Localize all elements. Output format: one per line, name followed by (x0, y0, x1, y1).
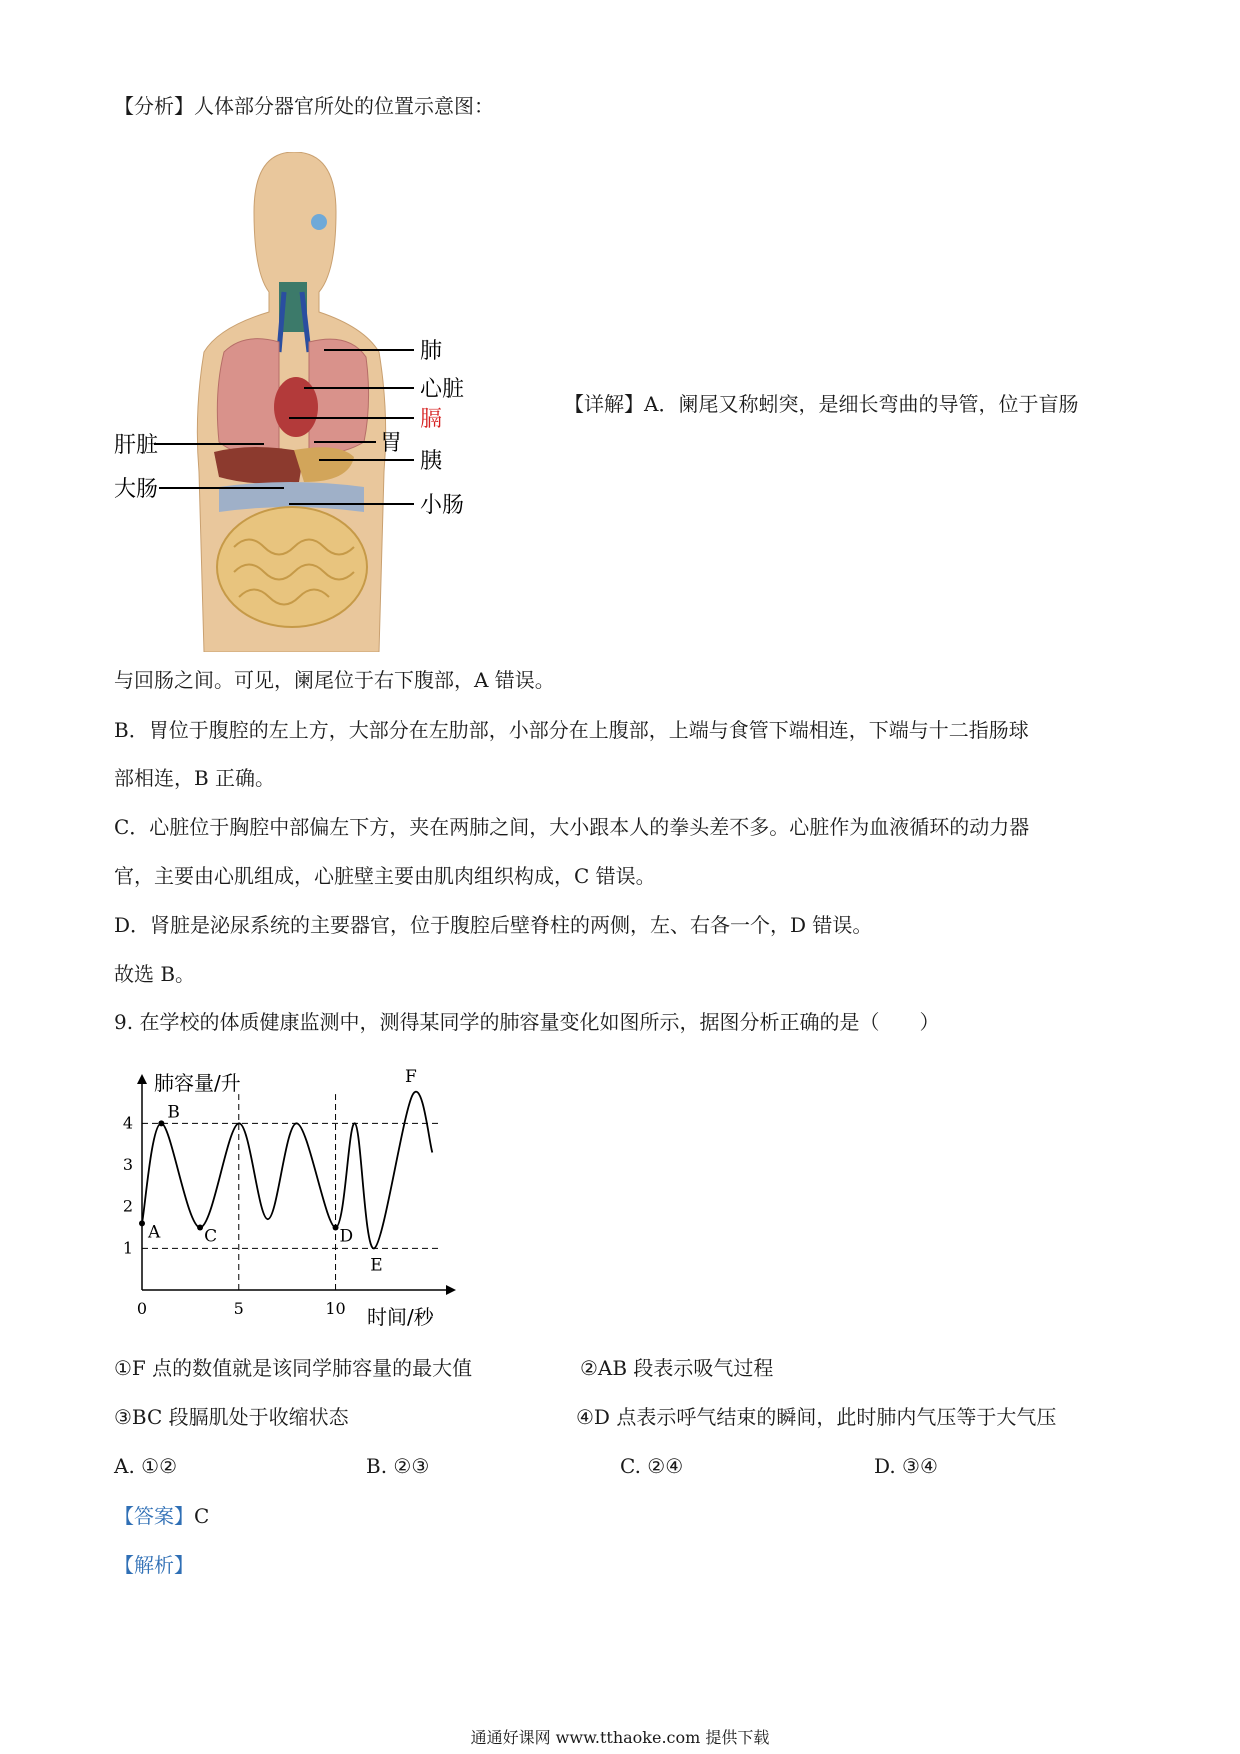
statement-4: ④D 点表示呼气结束的瞬间，此时肺内气压等于大气压 (576, 1405, 1057, 1429)
point-c (197, 1225, 203, 1231)
statement-2: ②AB 段表示吸气过程 (580, 1356, 774, 1380)
lung-volume-curve (142, 1092, 432, 1249)
heart (274, 377, 318, 437)
footer-watermark: 通通好课网 www.tthaoke.com 提供下载 (470, 1728, 770, 1747)
point-label-b: B (167, 1102, 180, 1123)
lung-volume-chart (118, 1068, 458, 1338)
detail-d: D．肾脏是泌尿系统的主要器官，位于腹腔后壁脊柱的两侧，左、右各一个，D 错误。 (114, 913, 873, 937)
point-label-c: C (204, 1226, 218, 1247)
x-axis-arrow (446, 1285, 456, 1295)
label-heart: 心脏 (420, 377, 465, 402)
y-tick-label: 2 (122, 1196, 134, 1216)
label-liver: 肝脏 (114, 433, 159, 458)
answer-tag: 【答案】 (114, 1504, 194, 1528)
detail-a-cont: 与回肠之间。可见，阑尾位于右下腹部，A 错误。 (114, 668, 555, 692)
option-b: B. ②③ (366, 1454, 430, 1478)
detail-c2: 官，主要由心肌组成，心脏壁主要由肌肉组织构成，C 错误。 (114, 864, 656, 888)
label-diaphragm: 膈 (420, 407, 443, 432)
option-a: A. ①② (114, 1454, 178, 1478)
question-stem: 9. 在学校的体质健康监测中，测得某同学的肺容量变化如图所示，据图分析正确的是（ ） (114, 1010, 940, 1034)
label-pancreas: 胰 (420, 449, 443, 474)
label-small-intestine: 小肠 (420, 493, 465, 518)
liver (214, 447, 304, 484)
analysis-tag: 【解析】 (114, 1553, 194, 1577)
detail-c1: C．心脏位于胸腔中部偏左下方，夹在两肺之间，大小跟本人的拳头差不多。心脏作为血液循环的动力器 (114, 815, 1030, 839)
answer-value: C (194, 1504, 210, 1528)
label-stomach: 胃 (380, 431, 403, 456)
point-a (139, 1220, 145, 1226)
answer-line (114, 1502, 209, 1530)
y-tick-label: 4 (122, 1113, 134, 1133)
x-tick-label: 0 (136, 1299, 148, 1318)
option-d: D. ③④ (874, 1454, 938, 1478)
x-axis-label: 时间/秒 (367, 1305, 434, 1329)
point-b (158, 1120, 164, 1126)
analysis-heading: 【分析】人体部分器官所处的位置示意图： (114, 94, 494, 118)
point-label-d: D (339, 1226, 354, 1247)
y-tick-label: 3 (122, 1155, 134, 1174)
y-tick-label: 1 (122, 1238, 134, 1258)
y-axis-label: 肺容量/升 (154, 1071, 241, 1095)
label-lung: 肺 (420, 339, 443, 364)
point-label-f: F (404, 1068, 417, 1088)
detail-b2: 部相连，B 正确。 (114, 766, 276, 790)
x-tick-label: 5 (233, 1299, 244, 1318)
y-axis-arrow (137, 1074, 147, 1084)
x-tick-label: 10 (325, 1299, 346, 1318)
detail-b1: B．胃位于腹腔的左上方，大部分在左肋部，小部分在上腹部，上端与食管下端相连，下端与十二指肠球 (114, 718, 1029, 742)
statement-1: ①F 点的数值就是该同学肺容量的最大值 (114, 1356, 473, 1380)
statement-3: ③BC 段膈肌处于收缩状态 (114, 1405, 349, 1429)
detail-head: 【详解】A．阑尾又称蚓突，是细长弯曲的导管，位于盲肠 (564, 392, 1079, 416)
point-label-e: E (370, 1255, 383, 1276)
detail-conclusion: 故选 B。 (114, 962, 196, 986)
point-d (333, 1225, 339, 1231)
label-large-intestine: 大肠 (114, 477, 159, 502)
anatomy-figure (114, 152, 534, 652)
option-c: C. ②④ (620, 1454, 684, 1478)
point-label-a: A (148, 1222, 161, 1243)
